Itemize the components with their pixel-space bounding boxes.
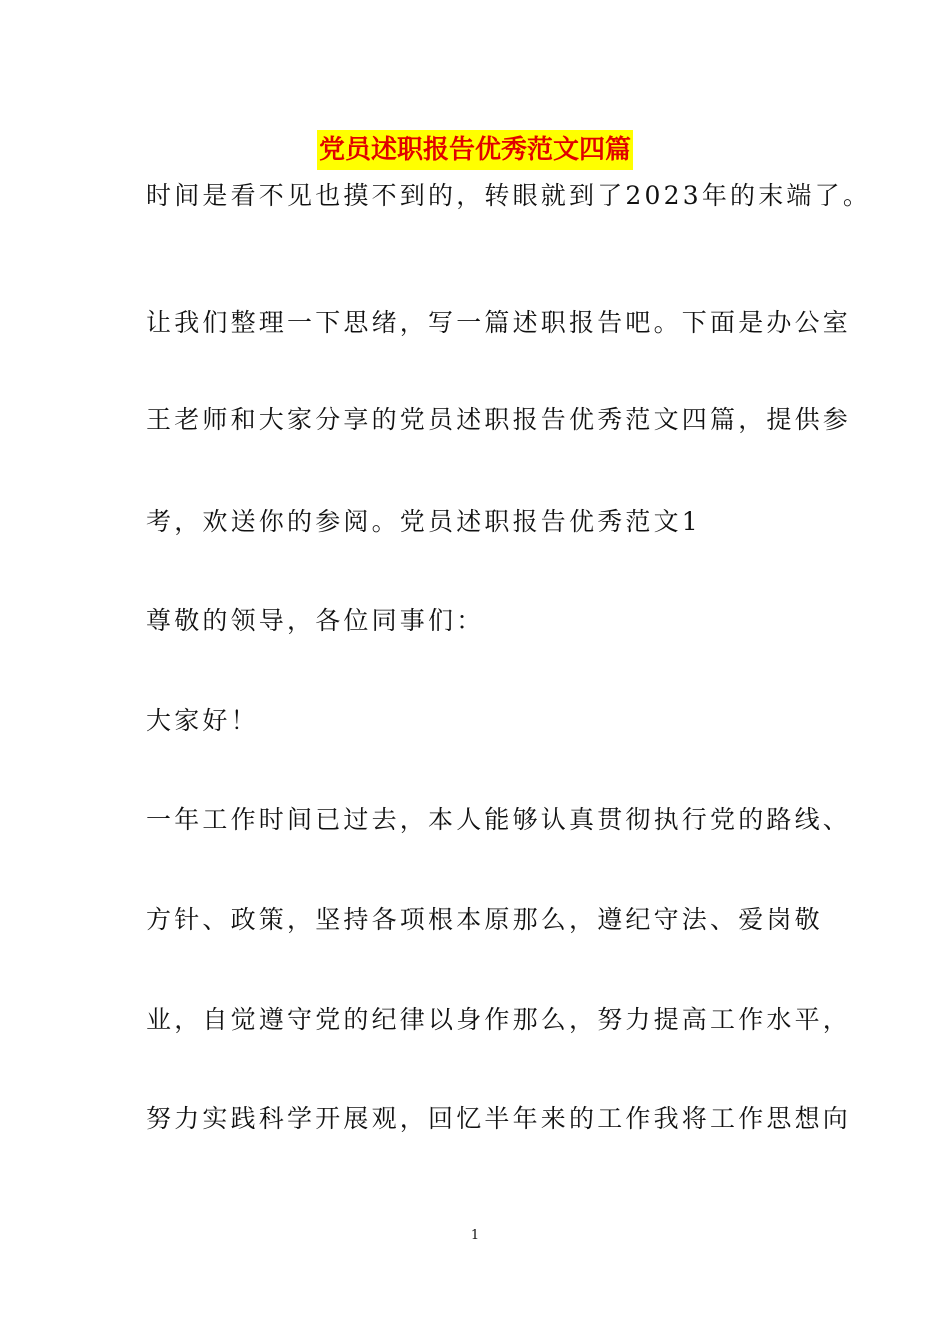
document-title: 党员述职报告优秀范文四篇 [317,130,633,170]
body-line-7: 一年工作时间已过去，本人能够认真贯彻执行党的路线、 [146,805,852,834]
page-number: 1 [470,1228,480,1243]
body-line-3: 王老师和大家分享的党员述职报告优秀范文四篇，提供参 [146,405,852,434]
body-line-9: 业，自觉遵守党的纪律以身作那么，努力提高工作水平， [146,1005,852,1034]
body-line-1: 时间是看不见也摸不到的，转眼就到了2023年的末端了。 [146,181,872,210]
body-line-8: 方针、政策，坚持各项根本原那么，遵纪守法、爱岗敬 [146,905,823,934]
body-line-5: 尊敬的领导，各位同事们： [146,606,485,635]
body-line-6: 大家好！ [146,706,259,735]
body-line-2: 让我们整理一下思绪，写一篇述职报告吧。下面是办公室 [146,308,852,337]
body-line-10: 努力实践科学开展观，回忆半年来的工作我将工作思想向 [146,1104,852,1133]
document-title-container [0,130,950,174]
body-line-4: 考，欢送你的参阅。党员述职报告优秀范文1 [146,507,701,536]
